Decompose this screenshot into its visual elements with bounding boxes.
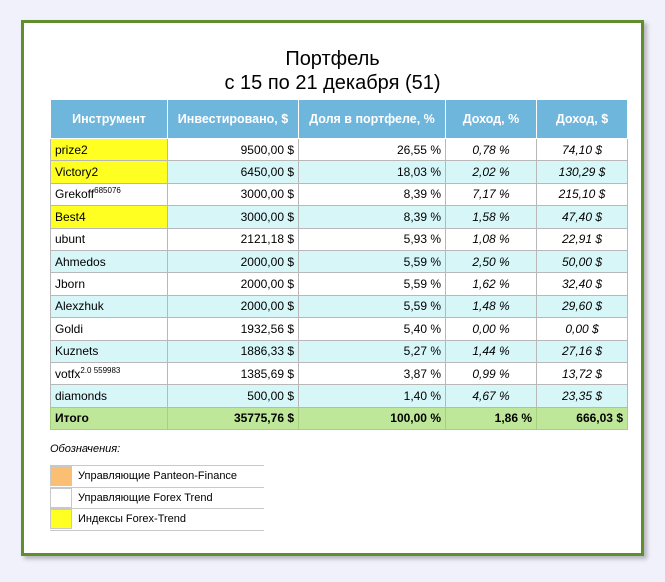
instrument-name: Ahmedos (55, 254, 106, 269)
instrument-account-number: 2.0 559983 (80, 365, 121, 375)
cell-income-pct: 7,17 % (446, 183, 537, 205)
cell-invested: 2000,00 $ (168, 250, 299, 272)
total-share: 100,00 % (299, 407, 446, 429)
cell-share: 5,59 % (299, 295, 446, 317)
instrument-name: prize2 (55, 142, 88, 157)
instrument-name: Best4 (55, 209, 86, 224)
instrument-name: Victory2 (55, 165, 99, 180)
instrument-name: Goldi (55, 321, 84, 336)
cell-income-pct: 1,58 % (446, 206, 537, 228)
cell-instrument (51, 295, 168, 317)
cell-income-pct: 0,99 % (446, 362, 537, 384)
col-header-share: Доля в портфеле, % (299, 100, 446, 139)
cell-income-usd: 130,29 $ (537, 161, 628, 183)
table-header-row (51, 100, 628, 139)
cell-invested: 6450,00 $ (168, 161, 299, 183)
cell-income-pct: 1,44 % (446, 340, 537, 362)
cell-instrument (51, 362, 168, 384)
cell-income-usd: 29,60 $ (537, 295, 628, 317)
cell-instrument (51, 228, 168, 250)
table-row (51, 183, 628, 205)
cell-share: 5,27 % (299, 340, 446, 362)
col-header-income-usd: Доход, $ (537, 100, 628, 139)
cell-share: 1,40 % (299, 385, 446, 407)
cell-income-pct: 1,08 % (446, 228, 537, 250)
portfolio-page (21, 20, 644, 556)
cell-invested: 1932,56 $ (168, 318, 299, 340)
table-row (51, 273, 628, 295)
cell-instrument (51, 206, 168, 228)
col-header-invested: Инвестировано, $ (168, 100, 299, 139)
cell-income-usd: 13,72 $ (537, 362, 628, 384)
table-row (51, 340, 628, 362)
cell-instrument (51, 139, 168, 161)
legend-item (50, 487, 264, 509)
cell-invested: 3000,00 $ (168, 206, 299, 228)
table-row (51, 139, 628, 161)
table-row (51, 385, 628, 407)
page-title: Портфель (285, 48, 380, 70)
legend-swatch (50, 488, 72, 508)
cell-instrument (51, 273, 168, 295)
cell-invested: 3000,00 $ (168, 183, 299, 205)
legend-label: Управляющие Forex Trend (78, 491, 213, 504)
cell-instrument (51, 340, 168, 362)
cell-income-usd: 0,00 $ (537, 318, 628, 340)
cell-instrument (51, 250, 168, 272)
cell-invested: 1385,69 $ (168, 362, 299, 384)
total-income-usd: 666,03 $ (537, 407, 628, 429)
legend-item (50, 465, 264, 487)
instrument-name: Alexzhuk (55, 299, 104, 314)
cell-instrument (51, 161, 168, 183)
instrument-name: Jborn (55, 277, 86, 292)
cell-income-usd: 74,10 $ (537, 139, 628, 161)
cell-share: 18,03 % (299, 161, 446, 183)
total-label: Итого (51, 407, 168, 429)
cell-share: 26,55 % (299, 139, 446, 161)
cell-income-pct: 0,78 % (446, 139, 537, 161)
legend-swatch (50, 509, 72, 529)
cell-income-usd: 47,40 $ (537, 206, 628, 228)
page-subtitle: с 15 по 21 декабря (51) (224, 72, 441, 94)
cell-share: 8,39 % (299, 183, 446, 205)
legend-label: Управляющие Panteon-Finance (78, 470, 238, 483)
table-row (51, 250, 628, 272)
cell-income-pct: 1,62 % (446, 273, 537, 295)
total-invested: 35775,76 $ (168, 407, 299, 429)
cell-share: 8,39 % (299, 206, 446, 228)
cell-share: 5,59 % (299, 250, 446, 272)
total-income-pct: 1,86 % (446, 407, 537, 429)
cell-invested: 2000,00 $ (168, 273, 299, 295)
cell-income-pct: 1,48 % (446, 295, 537, 317)
instrument-name: Kuznets (55, 344, 99, 359)
col-header-income-pct: Доход, % (446, 100, 537, 139)
cell-share: 3,87 % (299, 362, 446, 384)
legend-title: Обозначения: (50, 443, 121, 455)
cell-invested: 500,00 $ (168, 385, 299, 407)
cell-instrument (51, 385, 168, 407)
total-row (51, 407, 628, 429)
legend-item (50, 508, 264, 531)
instrument-name: votfx (55, 366, 81, 381)
cell-income-pct: 0,00 % (446, 318, 537, 340)
cell-invested: 1886,33 $ (168, 340, 299, 362)
cell-share: 5,40 % (299, 318, 446, 340)
cell-instrument (51, 318, 168, 340)
cell-share: 5,93 % (299, 228, 446, 250)
cell-invested: 9500,00 $ (168, 139, 299, 161)
instrument-name: Grekoff (55, 187, 95, 202)
cell-income-usd: 50,00 $ (537, 250, 628, 272)
cell-income-pct: 2,50 % (446, 250, 537, 272)
instrument-account-number: 685076 (94, 186, 121, 196)
table-row (51, 362, 628, 384)
table-row (51, 318, 628, 340)
col-header-instrument: Инструмент (51, 100, 168, 139)
table-row (51, 228, 628, 250)
table-row (51, 295, 628, 317)
cell-income-pct: 2,02 % (446, 161, 537, 183)
cell-income-usd: 23,35 $ (537, 385, 628, 407)
cell-income-usd: 215,10 $ (537, 183, 628, 205)
cell-invested: 2000,00 $ (168, 295, 299, 317)
cell-income-pct: 4,67 % (446, 385, 537, 407)
cell-instrument (51, 183, 168, 205)
table-row (51, 161, 628, 183)
legend-swatch (50, 466, 72, 486)
cell-invested: 2121,18 $ (168, 228, 299, 250)
cell-income-usd: 22,91 $ (537, 228, 628, 250)
legend-label: Индексы Forex-Trend (78, 513, 187, 526)
cell-share: 5,59 % (299, 273, 446, 295)
cell-income-usd: 27,16 $ (537, 340, 628, 362)
cell-income-usd: 32,40 $ (537, 273, 628, 295)
instrument-name: ubunt (55, 232, 86, 247)
portfolio-table (50, 99, 628, 430)
legend (50, 465, 264, 531)
instrument-name: diamonds (55, 388, 108, 403)
table-row (51, 206, 628, 228)
